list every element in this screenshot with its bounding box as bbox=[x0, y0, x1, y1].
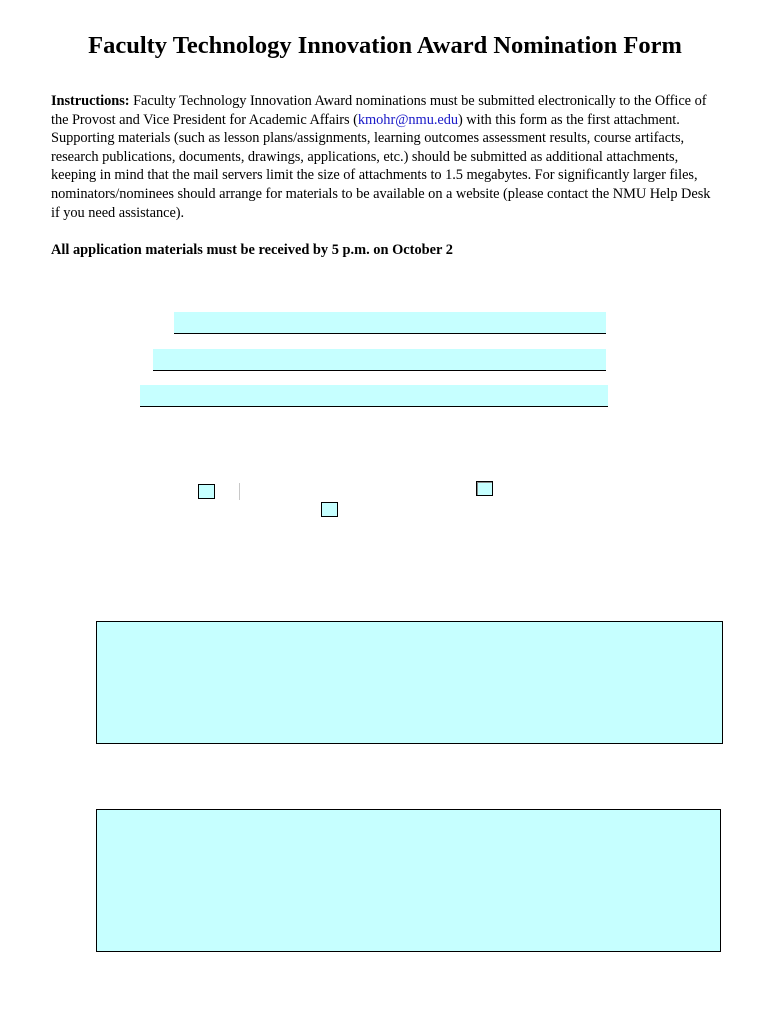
divider-tick bbox=[239, 483, 240, 500]
text-area-1[interactable] bbox=[96, 621, 723, 744]
instructions-label: Instructions: bbox=[51, 93, 130, 109]
text-field-1[interactable] bbox=[174, 312, 606, 334]
page-title: Faculty Technology Innovation Award Nomination Form bbox=[88, 32, 682, 59]
instructions-text-part-1: Faculty Technology Innovation Award nominations must be submitted electronically to the Office of the Provost and Vice President for Academic Affairs ( bbox=[51, 93, 707, 128]
deadline-notice: All application materials must be received by 5 p.m. on October 2 bbox=[51, 242, 453, 258]
text-field-2[interactable] bbox=[153, 349, 606, 371]
checkbox-2[interactable] bbox=[476, 481, 493, 496]
checkbox-1[interactable] bbox=[198, 484, 215, 499]
instructions-text-part-2: ) with this form as the first attachment. Supporting materials (such as lesson plans/assignments, learning outcomes assessment results, course artifacts, research publications, documents, drawings, applications, etc.) should be submitted as additional attachments, keeping in mind that the mail servers limit the size of attachments to 1.5 megabytes. For significantly larger files, nominators/nominees should arrange for materials to be available on a website (please contact the NMU Help Desk if you need assistance). bbox=[51, 111, 711, 221]
text-field-3[interactable] bbox=[140, 385, 608, 407]
text-area-2[interactable] bbox=[96, 809, 721, 952]
checkbox-3[interactable] bbox=[321, 502, 338, 517]
instructions-paragraph bbox=[51, 92, 711, 222]
email-link[interactable]: kmohr@nmu.edu bbox=[357, 111, 459, 128]
